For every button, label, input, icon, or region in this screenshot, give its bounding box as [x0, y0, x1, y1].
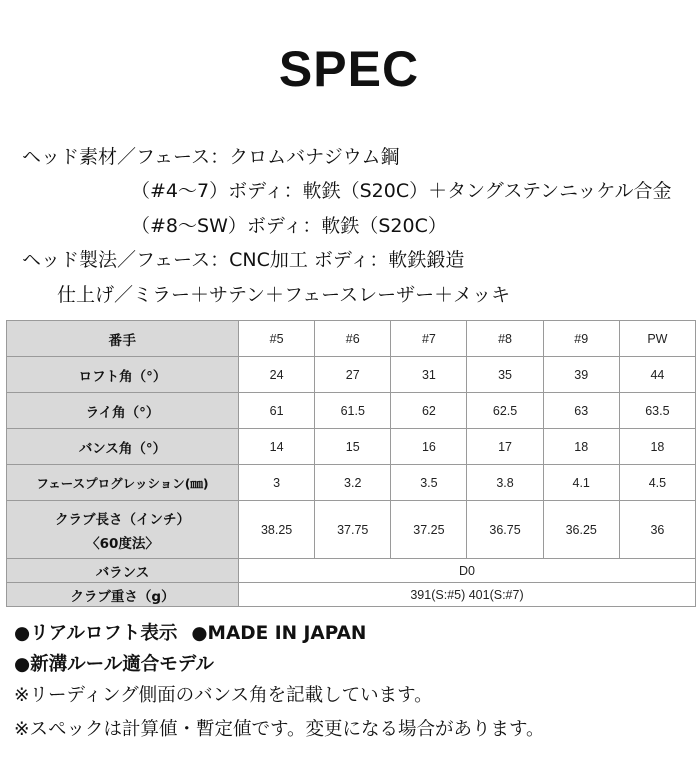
- table-cell: 3.2: [315, 465, 391, 501]
- row-label: ライ角（°）: [7, 393, 239, 429]
- table-cell: 37.75: [315, 501, 391, 559]
- table-cell: 17: [467, 429, 543, 465]
- spec-line-body-8-sw: （#8～SW）ボディ：軟鉄（S20C）: [131, 215, 447, 237]
- table-header-cell: #7: [391, 321, 467, 357]
- note-line-1: [14, 619, 366, 645]
- table-header-row: [7, 321, 696, 357]
- table-cell: 36.75: [467, 501, 543, 559]
- table-cell: 61.5: [315, 393, 391, 429]
- table-row: [7, 429, 696, 465]
- table-header-cell: #5: [239, 321, 315, 357]
- balance-value: D0: [239, 559, 696, 583]
- table-cell: 38.25: [239, 501, 315, 559]
- table-cell: 39: [543, 357, 619, 393]
- table-cell: 63: [543, 393, 619, 429]
- weight-value: 391(S:#5) 401(S:#7): [239, 583, 696, 607]
- spec-line-head-method: ヘッド製法／フェース：CNC加工 ボディ：軟鉄鍛造: [22, 249, 465, 271]
- row-label-club-length: [7, 501, 239, 559]
- table-cell: 18: [619, 429, 695, 465]
- row-label: ロフト角（°）: [7, 357, 239, 393]
- club-length-label: クラブ長さ（インチ）: [55, 511, 190, 528]
- row-label: フェースプログレッション(㎜): [7, 465, 239, 501]
- note-spec-disclaimer: ※スペックは計算値・暫定値です。変更になる場合があります。: [14, 719, 545, 740]
- table-cell: 44: [619, 357, 695, 393]
- table-cell: 31: [391, 357, 467, 393]
- note-real-loft: ●リアルロフト表示: [14, 623, 178, 644]
- table-header-cell: PW: [619, 321, 695, 357]
- note-bounce-angle: ※リーディング側面のバンス角を記載しています。: [14, 685, 433, 706]
- table-cell: 4.1: [543, 465, 619, 501]
- row-label-balance: バランス: [7, 559, 239, 583]
- table-cell: 4.5: [619, 465, 695, 501]
- table-row-club-length: [7, 501, 696, 559]
- table-cell: 27: [315, 357, 391, 393]
- table-cell: 61: [239, 393, 315, 429]
- table-row: [7, 465, 696, 501]
- table-header-cell: #8: [467, 321, 543, 357]
- row-label-weight: クラブ重さ（g）: [7, 583, 239, 607]
- table-header-cell: #9: [543, 321, 619, 357]
- row-label: バンス角（°）: [7, 429, 239, 465]
- table-row: [7, 393, 696, 429]
- spec-table: [6, 320, 696, 607]
- table-cell: 16: [391, 429, 467, 465]
- table-cell: 63.5: [619, 393, 695, 429]
- note-made-in-japan: ●MADE IN JAPAN: [191, 623, 367, 644]
- page-title: SPEC: [278, 41, 420, 97]
- table-cell: 62: [391, 393, 467, 429]
- table-cell: 3.8: [467, 465, 543, 501]
- table-row: [7, 357, 696, 393]
- club-length-method: 〈60度法〉: [86, 535, 159, 552]
- spec-line-head-material: ヘッド素材／フェース：クロムバナジウム鋼: [22, 146, 400, 168]
- table-cell: 62.5: [467, 393, 543, 429]
- table-row-weight: [7, 583, 696, 607]
- note-groove-rule: ●新溝ルール適合モデル: [14, 654, 214, 675]
- spec-line-body-4-7: （#4～7）ボディ：軟鉄（S20C）＋タングステンニッケル合金: [131, 180, 672, 202]
- table-cell: 35: [467, 357, 543, 393]
- table-cell: 18: [543, 429, 619, 465]
- table-cell: 3.5: [391, 465, 467, 501]
- table-cell: 36: [619, 501, 695, 559]
- spec-line-finish: 仕上げ／ミラー＋サテン＋フェースレーザー＋メッキ: [57, 284, 511, 306]
- table-cell: 24: [239, 357, 315, 393]
- table-cell: 14: [239, 429, 315, 465]
- table-cell: 3: [239, 465, 315, 501]
- table-cell: 36.25: [543, 501, 619, 559]
- table-header-label: 番手: [7, 321, 239, 357]
- table-row-balance: [7, 559, 696, 583]
- table-cell: 15: [315, 429, 391, 465]
- table-cell: 37.25: [391, 501, 467, 559]
- table-header-cell: #6: [315, 321, 391, 357]
